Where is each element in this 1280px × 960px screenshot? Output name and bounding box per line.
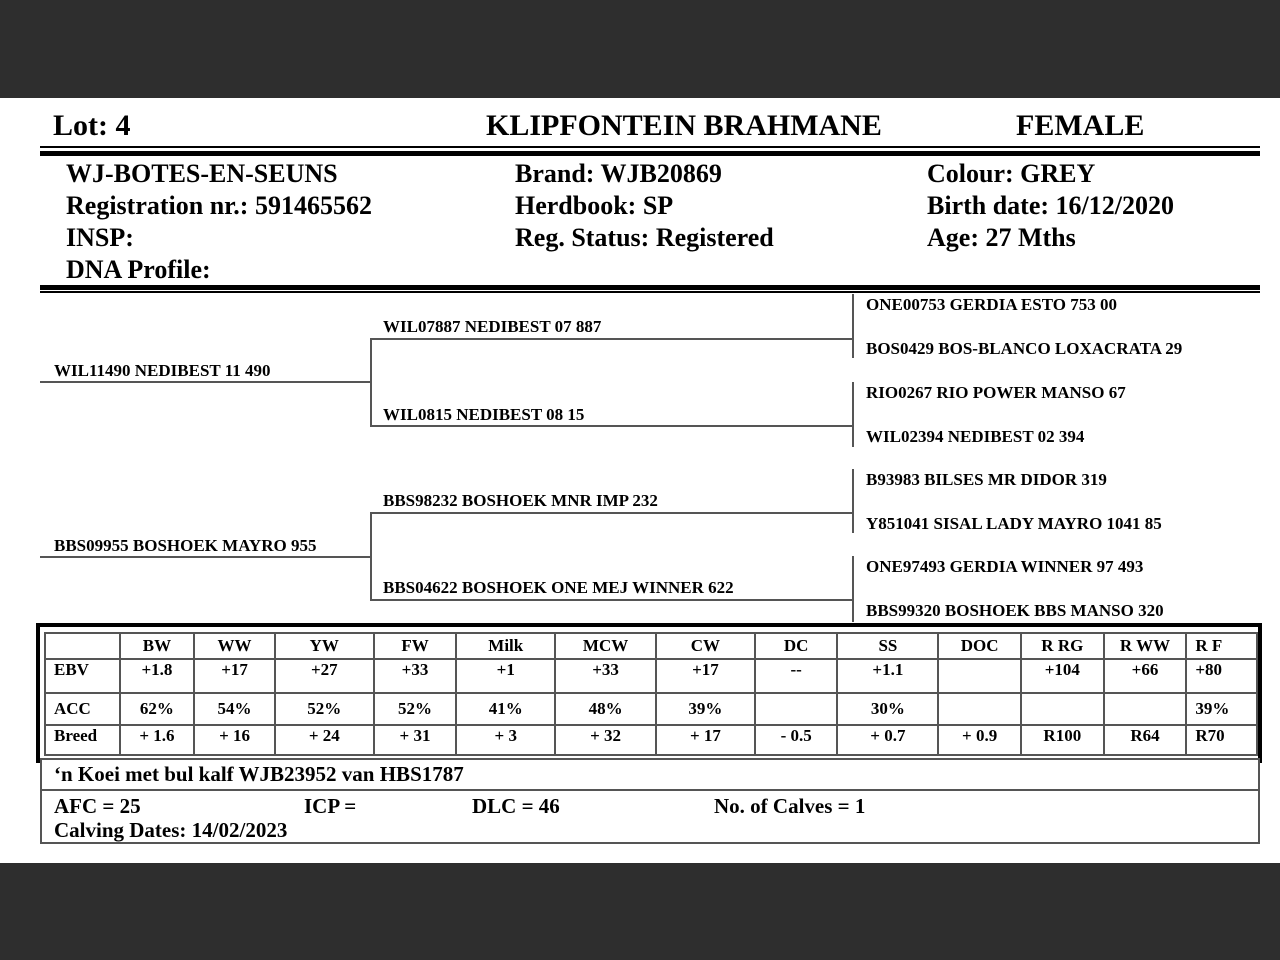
ebv-cell: + 1.6 xyxy=(120,725,195,755)
pedigree-line xyxy=(40,381,371,383)
info-col-colour xyxy=(927,158,1174,254)
ebv-cell xyxy=(755,693,838,725)
pedigree-line xyxy=(370,512,372,601)
dlc: DLC = 46 xyxy=(472,794,560,818)
pedigree-line xyxy=(40,556,371,558)
info-rule-thick xyxy=(40,285,1260,290)
ebv-cell: 39% xyxy=(656,693,755,725)
ebv-cell: +1 xyxy=(456,659,555,693)
calving-dates: Calving Dates: 14/02/2023 xyxy=(54,818,288,842)
pedigree-line xyxy=(852,294,854,358)
remark-box xyxy=(40,758,1260,791)
ebv-row-ebv xyxy=(45,659,1257,693)
ebv-cell: R100 xyxy=(1021,725,1104,755)
lot-sheet xyxy=(0,98,1280,863)
ebv-cell: Breed xyxy=(45,725,120,755)
pedigree-grandparent: BBS04622 BOSHOEK ONE MEJ WINNER 622 xyxy=(383,578,734,597)
pedigree-great-grandparent: ONE97493 GERDIA WINNER 97 493 xyxy=(866,557,1144,576)
ebv-cell: 62% xyxy=(120,693,195,725)
ebv-cell: +27 xyxy=(275,659,374,693)
pedigree-grandparent: BBS98232 BOSHOEK MNR IMP 232 xyxy=(383,491,658,510)
ebv-header: FW xyxy=(374,633,457,659)
calving-box xyxy=(40,789,1260,844)
ebv-header: YW xyxy=(275,633,374,659)
ebv-row-acc xyxy=(45,693,1257,725)
pedigree-great-grandparent: WIL02394 NEDIBEST 02 394 xyxy=(866,427,1085,446)
sex-label: FEMALE xyxy=(1016,109,1145,142)
pedigree-grandparent: WIL07887 NEDIBEST 07 887 xyxy=(383,317,602,336)
brand: Brand: WJB20869 xyxy=(515,159,722,188)
ebv-cell: +17 xyxy=(656,659,755,693)
ebv-cell: + 31 xyxy=(374,725,457,755)
birth-date: Birth date: 16/12/2020 xyxy=(927,191,1174,220)
ebv-cell: + 17 xyxy=(656,725,755,755)
ebv-row-breed xyxy=(45,725,1257,755)
colour: Colour: GREY xyxy=(927,159,1096,188)
ebv-header: CW xyxy=(656,633,755,659)
pedigree-great-grandparent: RIO0267 RIO POWER MANSO 67 xyxy=(866,383,1126,402)
ebv-cell: 54% xyxy=(194,693,275,725)
icp: ICP = xyxy=(304,794,357,818)
ebv-header: BW xyxy=(120,633,195,659)
ebv-cell: -- xyxy=(755,659,838,693)
ebv-cell: ACC xyxy=(45,693,120,725)
ebv-cell xyxy=(938,693,1021,725)
ebv-cell xyxy=(1104,693,1187,725)
ebv-cell: + 32 xyxy=(555,725,656,755)
pedigree-great-grandparent: BOS0429 BOS-BLANCO LOXACRATA 29 xyxy=(866,339,1183,358)
pedigree-great-grandparent: BBS99320 BOSHOEK BBS MANSO 320 xyxy=(866,601,1164,620)
ebv-header: DC xyxy=(755,633,838,659)
ebv-cell: + 16 xyxy=(194,725,275,755)
breeder-title: KLIPFONTEIN BRAHMANE xyxy=(486,109,882,142)
ebv-cell: + 0.9 xyxy=(938,725,1021,755)
ebv-table xyxy=(44,632,1258,756)
pedigree-great-grandparent: B93983 BILSES MR DIDOR 319 xyxy=(866,470,1107,489)
pedigree-line xyxy=(370,425,852,427)
ebv-header: R WW xyxy=(1104,633,1187,659)
ebv-cell: 39% xyxy=(1186,693,1257,725)
ebv-cell: +104 xyxy=(1021,659,1104,693)
pedigree-great-grandparent: ONE00753 GERDIA ESTO 753 00 xyxy=(866,295,1117,314)
ebv-cell: 48% xyxy=(555,693,656,725)
info-col-brand xyxy=(515,158,774,254)
ebv-cell: 30% xyxy=(837,693,938,725)
ebv-header xyxy=(45,633,120,659)
reg-status: Reg. Status: Registered xyxy=(515,223,774,252)
ebv-header: R F xyxy=(1186,633,1257,659)
herdbook: Herdbook: SP xyxy=(515,191,674,220)
ebv-cell: +33 xyxy=(555,659,656,693)
header-rule-thin xyxy=(40,146,1260,148)
ebv-cell: + 24 xyxy=(275,725,374,755)
pedigree-line xyxy=(370,338,372,427)
ebv-header-row xyxy=(45,633,1257,659)
ebv-header: MCW xyxy=(555,633,656,659)
insp: INSP: xyxy=(66,223,134,252)
ebv-cell: +1.8 xyxy=(120,659,195,693)
pedigree-line xyxy=(370,512,852,514)
ebv-header: DOC xyxy=(938,633,1021,659)
ebv-cell: EBV xyxy=(45,659,120,693)
ebv-cell: R64 xyxy=(1104,725,1187,755)
ebv-cell: +80 xyxy=(1186,659,1257,693)
ebv-cell: + 3 xyxy=(456,725,555,755)
pedigree-line xyxy=(370,599,852,601)
afc: AFC = 25 xyxy=(54,794,141,818)
pedigree-grandparent: WIL0815 NEDIBEST 08 15 xyxy=(383,405,585,424)
ebv-cell: R70 xyxy=(1186,725,1257,755)
ebv-header: Milk xyxy=(456,633,555,659)
ebv-header: R RG xyxy=(1021,633,1104,659)
number-of-calves: No. of Calves = 1 xyxy=(714,794,866,818)
age: Age: 27 Mths xyxy=(927,223,1076,252)
ebv-cell: 52% xyxy=(275,693,374,725)
ebv-cell xyxy=(1021,693,1104,725)
pedigree-line xyxy=(852,382,854,447)
info-rule-thin xyxy=(40,291,1260,293)
ebv-header: SS xyxy=(837,633,938,659)
pedigree-great-grandparent: Y851041 SISAL LADY MAYRO 1041 85 xyxy=(866,514,1162,533)
remark-text: ‘n Koei met bul kalf WJB23952 van HBS1787 xyxy=(54,762,464,786)
pedigree-sire: WIL11490 NEDIBEST 11 490 xyxy=(54,361,271,380)
ebv-cell: +1.1 xyxy=(837,659,938,693)
ebv-cell: +17 xyxy=(194,659,275,693)
ebv-cell: +33 xyxy=(374,659,457,693)
pedigree-line xyxy=(370,338,852,340)
ebv-cell xyxy=(938,659,1021,693)
info-col-owner xyxy=(66,158,372,286)
pedigree-line xyxy=(852,469,854,533)
ebv-header: WW xyxy=(194,633,275,659)
ebv-cell: 41% xyxy=(456,693,555,725)
header-rule-thick xyxy=(40,151,1260,156)
ebv-cell: + 0.7 xyxy=(837,725,938,755)
registration-number: Registration nr.: 591465562 xyxy=(66,191,372,220)
ebv-cell: +66 xyxy=(1104,659,1187,693)
ebv-cell: - 0.5 xyxy=(755,725,838,755)
lot-number: Lot: 4 xyxy=(53,109,131,142)
pedigree-dam: BBS09955 BOSHOEK MAYRO 955 xyxy=(54,536,317,555)
pedigree-line xyxy=(852,556,854,622)
owner-name: WJ-BOTES-EN-SEUNS xyxy=(66,159,338,188)
ebv-cell: 52% xyxy=(374,693,457,725)
dna-profile: DNA Profile: xyxy=(66,255,211,284)
